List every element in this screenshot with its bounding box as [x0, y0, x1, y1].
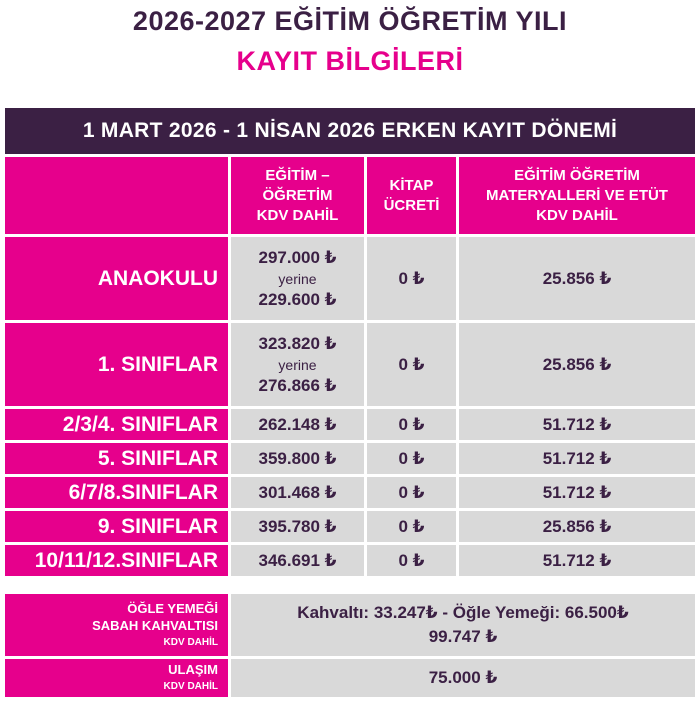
row-label-grade-1: 1. SINIFLAR: [5, 323, 228, 406]
materials-fee-grade-9: 25.856 ₺: [459, 511, 695, 542]
meal-breakdown: Kahvaltı: 33.247₺ - Öğle Yemeği: 66.500₺: [297, 603, 629, 622]
new-price: 276.866 ₺: [258, 375, 337, 395]
book-fee-grade-9: 0 ₺: [367, 511, 456, 542]
materials-fee-grade-5: 51.712 ₺: [459, 443, 695, 474]
row-label-grades-6-8: 6/7/8.SINIFLAR: [5, 477, 228, 508]
book-fee-grade-5: 0 ₺: [367, 443, 456, 474]
transport-label: [5, 659, 228, 697]
meal-value: [231, 594, 695, 656]
meal-label-line1: ÖĞLE YEMEĞİ: [127, 600, 218, 616]
book-fee-anaokulu: 0 ₺: [367, 237, 456, 320]
header-empty-cell: [5, 157, 228, 234]
education-fee-grades-10-12: 346.691 ₺: [231, 545, 364, 576]
materials-fee-grades-2-4: 51.712 ₺: [459, 409, 695, 440]
meal-label-line2: SABAH KAHVALTISI: [92, 617, 218, 633]
header-materials: [459, 157, 695, 234]
meal-label-vat: KDV DAHİL: [163, 636, 218, 648]
row-label-grade-9: 9. SINIFLAR: [5, 511, 228, 542]
header-materials-line3: KDV DAHİL: [536, 206, 618, 224]
header-education-line2: ÖĞRETİM: [262, 186, 333, 204]
row-label-anaokulu: ANAOKULU: [5, 237, 228, 320]
education-fee-grade-5: 359.800 ₺: [231, 443, 364, 474]
transport-label-line1: ULAŞIM: [168, 662, 218, 677]
row-label-grades-2-4: 2/3/4. SINIFLAR: [5, 409, 228, 440]
header-materials-line1: EĞİTİM ÖĞRETİM: [514, 166, 640, 184]
meal-label: [5, 594, 228, 656]
new-price: 229.600 ₺: [258, 289, 337, 309]
materials-fee-grades-10-12: 51.712 ₺: [459, 545, 695, 576]
education-fee-grade-9: 395.780 ₺: [231, 511, 364, 542]
row-label-grade-5: 5. SINIFLAR: [5, 443, 228, 474]
old-price: 297.000 ₺: [258, 247, 337, 267]
materials-fee-anaokulu: 25.856 ₺: [459, 237, 695, 320]
row-label-grades-10-12: 10/11/12.SINIFLAR: [5, 545, 228, 576]
old-price: 323.820 ₺: [258, 333, 337, 353]
transport-label-vat: KDV DAHİL: [163, 681, 218, 692]
instead-of-text: yerine: [278, 356, 317, 373]
header-education-line1: EĞİTİM –: [265, 166, 330, 184]
header-book-line1: KİTAP: [389, 176, 434, 194]
education-fee-anaokulu: [231, 237, 364, 320]
instead-of-text: yerine: [278, 270, 317, 287]
header-education-line3: KDV DAHİL: [256, 206, 339, 224]
book-fee-grades-10-12: 0 ₺: [367, 545, 456, 576]
header-book-line2: ÜCRETİ: [383, 196, 440, 214]
header-education: [231, 157, 364, 234]
header-book: [367, 157, 456, 234]
book-fee-grades-2-4: 0 ₺: [367, 409, 456, 440]
book-fee-grades-6-8: 0 ₺: [367, 477, 456, 508]
meal-total: 99.747 ₺: [428, 627, 498, 646]
page-title: 2026-2027 EĞİTİM ÖĞRETİM YILI: [132, 6, 568, 36]
education-fee-grades-6-8: 301.468 ₺: [231, 477, 364, 508]
header-materials-line2: MATERYALLERİ VE ETÜT: [486, 186, 668, 204]
materials-fee-grade-1: 25.856 ₺: [459, 323, 695, 406]
early-registration-banner: 1 MART 2026 - 1 NİSAN 2026 ERKEN KAYIT DÖNEMİ: [5, 108, 695, 154]
materials-fee-grades-6-8: 51.712 ₺: [459, 477, 695, 508]
transport-value: 75.000 ₺: [231, 659, 695, 697]
book-fee-grade-1: 0 ₺: [367, 323, 456, 406]
page-subtitle: KAYIT BİLGİLERİ: [236, 46, 464, 76]
education-fee-grades-2-4: 262.148 ₺: [231, 409, 364, 440]
education-fee-grade-1: [231, 323, 364, 406]
